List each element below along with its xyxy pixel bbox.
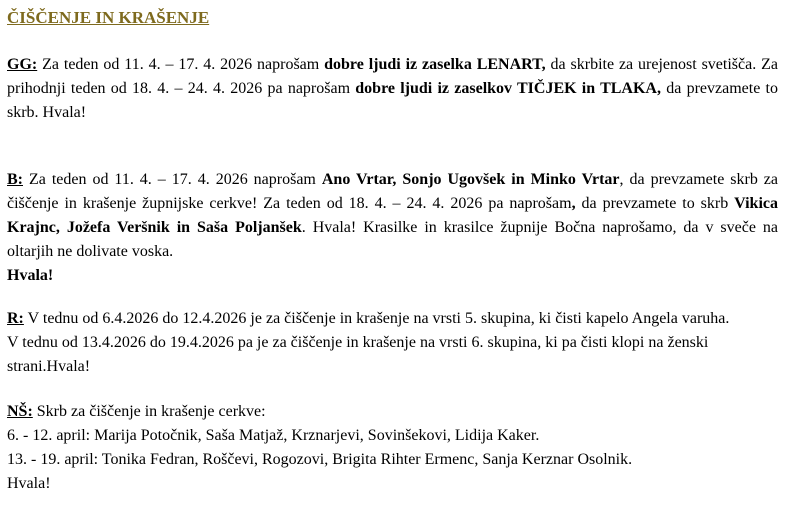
text-run-bold: dobre ljudi iz zaselka LENART,: [324, 56, 546, 73]
text-run: . Hvala! Krasilke in krasilce župnije Bočna naprošamo, da v sveče na oltarjih ne dolivate voska.: [7, 219, 778, 260]
section-r-label: R:: [7, 310, 24, 327]
text-run: Hvala!: [7, 475, 51, 492]
text-run: V tednu od 13.4.2026 do 19.4.2026 pa je za čiščenje in krašenje na vrsti 6. skupina, ki pa čisti klopi na ženski strani.Hvala!: [7, 334, 709, 375]
page-title: ČIŠČENJE IN KRAŠENJE: [7, 8, 210, 27]
text-run: da prevzamete to skrb. Hvala!: [7, 80, 778, 121]
text-run-bold: ,: [571, 195, 576, 212]
section-ns: [7, 400, 778, 496]
text-run: 6. - 12. april: Marija Potočnik, Saša Matjaž, Krznarjevi, Sovinšekovi, Lidija Kaker.: [7, 427, 540, 444]
text-run: V tednu od 6.4.2026 do 12.4.2026 je za čiščenje in krašenje na vrsti 5. skupina, ki čisti kapelo Angela varuha.: [23, 310, 730, 327]
text-run-bold: dobre ljudi iz zaselkov TIČJEK in TLAKA,: [355, 80, 661, 97]
text-run: Za teden od 11. 4. – 17. 4. 2026 naprošam: [23, 171, 322, 188]
text-run-bold: Ano Vrtar, Sonjo Ugovšek in Minko Vrtar: [321, 171, 620, 188]
section-gg-label: GG:: [7, 56, 38, 73]
text-run: Skrb za čiščenje in krašenje cerkve:: [32, 403, 266, 420]
text-run: da skrbite za urejenost svetišča. Za prihodnji teden od 18. 4. – 24. 4. 2026 pa naprošam: [7, 56, 778, 97]
text-run-bold: Hvala!: [7, 267, 54, 284]
text-run: Za teden od 11. 4. – 17. 4. 2026 naprošam: [37, 56, 325, 73]
text-run: 13. - 19. april: Tonika Fedran, Roščevi, Rogozovi, Brigita Rihter Ermenc, Sanja Kerznar Osolnik.: [7, 451, 633, 468]
section-ns-label: NŠ:: [7, 403, 33, 420]
section-gg: [7, 53, 778, 125]
section-b: [7, 168, 778, 288]
text-run: da prevzamete to skrb: [575, 195, 735, 212]
text-run-bold: Vikica Krajnc, Jožefa Veršnik in Saša Poljanšek: [7, 195, 778, 236]
section-r: [7, 307, 778, 379]
section-b-label: B:: [7, 171, 23, 188]
text-run: , da prevzamete skrb za čiščenje in krašenje župnijske cerkve! Za teden od 18. 4. – 24. 4. 2026 pa naprošam: [7, 171, 779, 212]
